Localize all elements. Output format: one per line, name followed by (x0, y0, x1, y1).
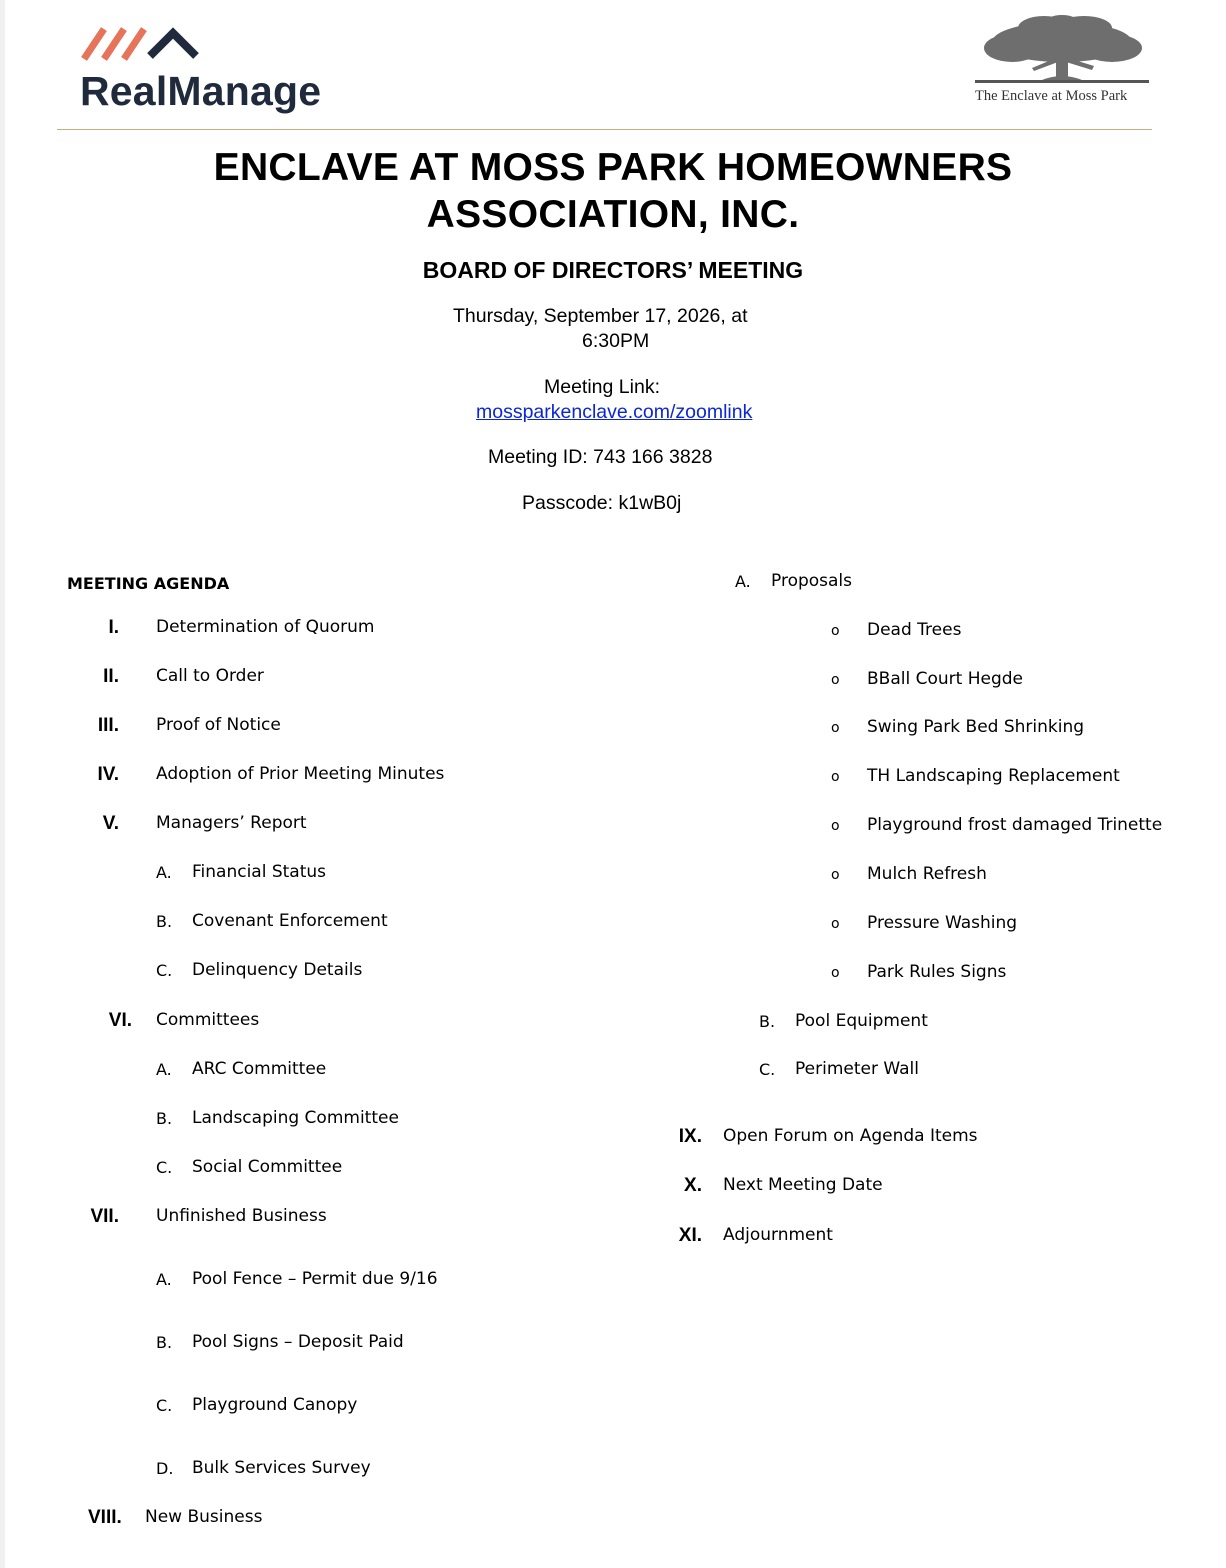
agenda-sub-item: Pool Equipment (795, 1011, 928, 1031)
proposal-item: TH Landscaping Replacement (867, 766, 1120, 786)
agenda-item: New Business (145, 1507, 263, 1527)
community-caption: The Enclave at Moss Park (975, 88, 1128, 104)
agenda-sub-num: C. (156, 1396, 173, 1415)
agenda-sub-num: C. (156, 1158, 173, 1177)
realmanage-logo-icon (80, 26, 202, 62)
header-divider (57, 129, 1152, 130)
agenda-sub-item: Pool Fence – Permit due 9/16 (192, 1269, 438, 1289)
agenda-item: Determination of Quorum (156, 617, 375, 637)
agenda-sub-num: A. (156, 1270, 172, 1289)
meeting-link-label: Meeting Link: (544, 376, 660, 398)
agenda-sub-num: B. (156, 1333, 173, 1352)
realmanage-logo-text: RealManage (80, 68, 322, 114)
bullet-circle-icon: o (831, 916, 840, 932)
agenda-sub-num: A. (156, 863, 172, 882)
agenda-sub-item: Proposals (771, 571, 853, 591)
agenda-num: XI. (678, 1225, 702, 1246)
document-title-line-2: ASSOCIATION, INC. (426, 193, 800, 236)
agenda-item: Open Forum on Agenda Items (723, 1126, 978, 1146)
bullet-circle-icon: o (831, 769, 840, 785)
agenda-num: VI. (108, 1010, 132, 1031)
agenda-num: VII. (90, 1206, 119, 1227)
agenda-sub-item: Landscaping Committee (192, 1108, 399, 1128)
agenda-sub-num: A. (735, 572, 751, 591)
agenda-num: V. (102, 813, 119, 834)
agenda-num: VIII. (88, 1507, 122, 1528)
agenda-item: Unfinished Business (156, 1206, 327, 1226)
agenda-item: Adjournment (723, 1225, 833, 1245)
meeting-subtitle: BOARD OF DIRECTORS’ MEETING (422, 257, 804, 283)
agenda-sub-item: Financial Status (192, 862, 327, 882)
agenda-sub-num: B. (156, 912, 173, 931)
bullet-circle-icon: o (831, 965, 840, 981)
agenda-heading: MEETING AGENDA (67, 574, 230, 593)
agenda-num: IV. (97, 764, 119, 785)
agenda-item: Call to Order (156, 666, 264, 686)
proposal-item: BBall Court Hegde (867, 669, 1023, 689)
proposal-item: Mulch Refresh (867, 864, 987, 884)
agenda-sub-num: B. (759, 1012, 776, 1031)
bullet-circle-icon: o (831, 867, 840, 883)
agenda-item: Committees (156, 1010, 260, 1030)
meeting-passcode: Passcode: k1wB0j (522, 492, 682, 514)
bullet-circle-icon: o (831, 818, 840, 834)
agenda-sub-item: ARC Committee (192, 1059, 327, 1079)
agenda-sub-num: A. (156, 1060, 172, 1079)
agenda-sub-item: Covenant Enforcement (192, 911, 388, 931)
agenda-sub-num: D. (156, 1459, 174, 1478)
agenda-num: IX. (678, 1126, 702, 1147)
agenda-item: Next Meeting Date (723, 1175, 883, 1195)
oak-tree-logo-icon (972, 14, 1152, 88)
meeting-link[interactable]: mossparkenclave.com/zoomlink (476, 401, 753, 423)
agenda-item: Proof of Notice (156, 715, 281, 735)
document-title-line-1: ENCLAVE AT MOSS PARK HOMEOWNERS (213, 146, 1013, 189)
agenda-num: III. (97, 715, 119, 736)
agenda-sub-num: B. (156, 1109, 173, 1128)
bullet-circle-icon: o (831, 623, 840, 639)
meeting-date: Thursday, September 17, 2026, at (453, 305, 748, 327)
proposal-item: Park Rules Signs (867, 962, 1007, 982)
proposal-item: Swing Park Bed Shrinking (867, 717, 1085, 737)
meeting-id: Meeting ID: 743 166 3828 (488, 446, 713, 468)
agenda-num: I. (108, 617, 119, 638)
agenda-sub-item: Bulk Services Survey (192, 1458, 371, 1478)
agenda-sub-num: C. (156, 961, 173, 980)
bullet-circle-icon: o (831, 672, 840, 688)
proposal-item: Dead Trees (867, 620, 962, 640)
agenda-sub-item: Pool Signs – Deposit Paid (192, 1332, 404, 1352)
agenda-sub-item: Social Committee (192, 1157, 343, 1177)
agenda-sub-item: Perimeter Wall (795, 1059, 919, 1079)
proposal-item: Pressure Washing (867, 913, 1018, 933)
agenda-num: X. (684, 1175, 702, 1196)
agenda-item: Managers’ Report (156, 813, 307, 833)
agenda-item: Adoption of Prior Meeting Minutes (156, 764, 445, 784)
agenda-sub-item: Playground Canopy (192, 1395, 358, 1415)
proposal-item: Playground frost damaged Trinette (867, 815, 1163, 835)
agenda-sub-num: C. (759, 1060, 776, 1079)
bullet-circle-icon: o (831, 720, 840, 736)
agenda-num: II. (103, 666, 119, 687)
meeting-time: 6:30PM (582, 330, 650, 352)
agenda-sub-item: Delinquency Details (192, 960, 363, 980)
